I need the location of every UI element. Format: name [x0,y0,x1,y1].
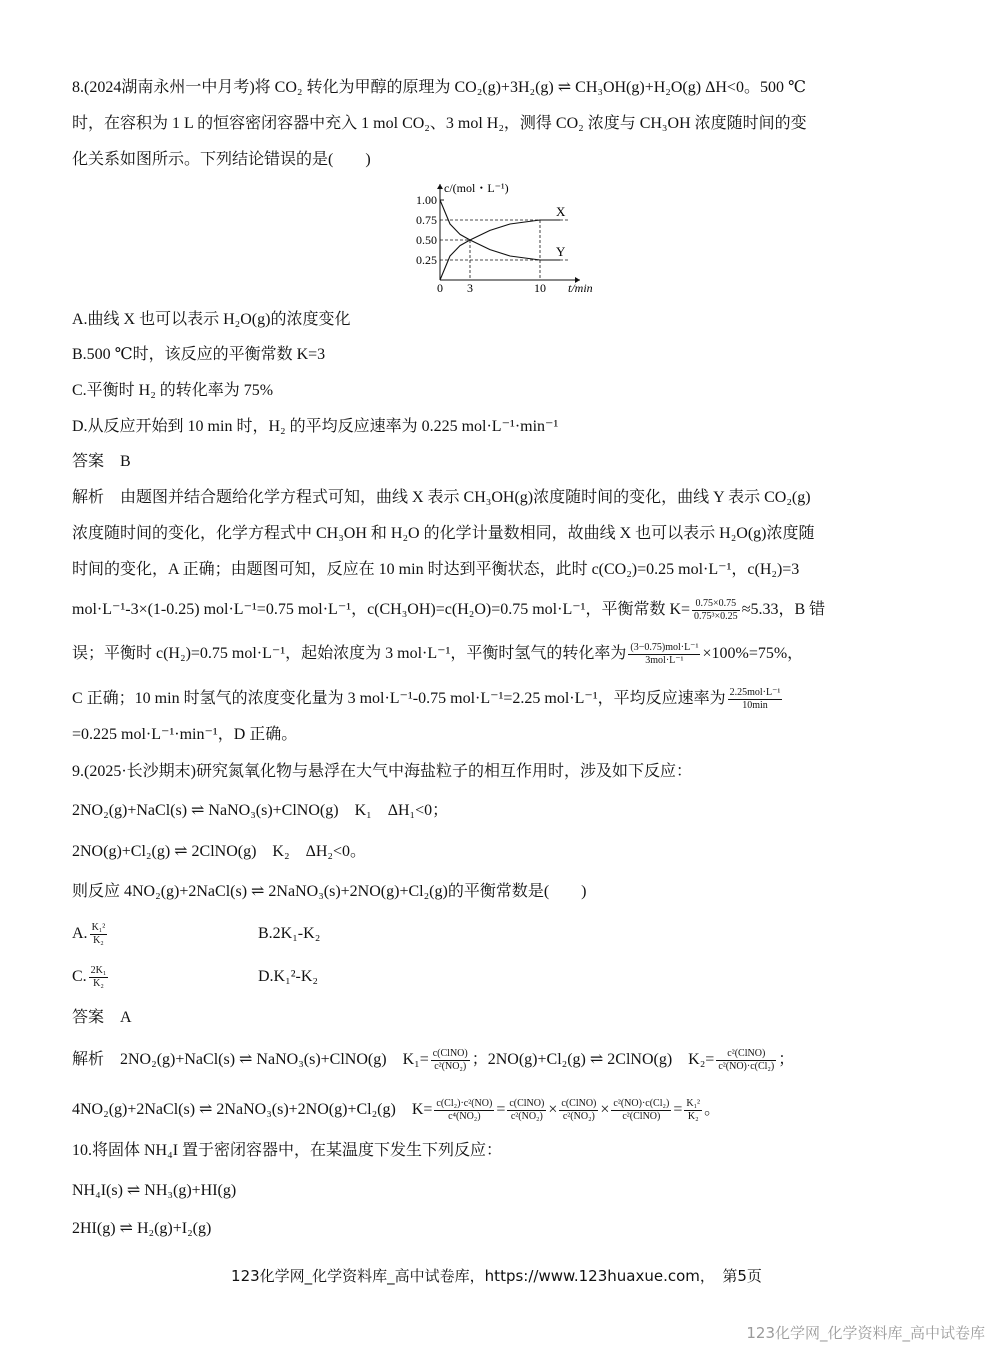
q8-analysis-7: =0.225 mol·L⁻¹·min⁻¹，D 正确。 [72,726,298,743]
x-tick-label: 3 [467,281,473,295]
k-fraction-5 [684,1098,702,1123]
denominator: c²(NO₂) [510,1111,543,1122]
numerator: c(ClNO) [509,1098,545,1109]
numerator: K₁² [91,922,106,933]
y-axis-label: c/(mol・L⁻¹) [444,181,509,195]
denominator: c²(ClNO) [622,1111,661,1122]
denominator: c²(NO₂) [434,1061,467,1072]
q8-analysis-3: 时间的变化，A 正确；由题图可知，反应在 10 min 时达到平衡状态，此时 c(CO₂)=0.25 mol·L⁻¹，c(H₂)=3 [72,561,800,578]
q10-reaction-1: NH₄I(s) ⇌ NH₃(g)+HI(g) [72,1182,237,1199]
denominator: 0.75³×0.25 [694,611,738,622]
text-segment: ≈5.33，B 错 [741,601,826,619]
k-fraction [692,598,740,623]
option-c-fraction [89,965,109,990]
y-axis-arrow [437,184,443,189]
denominator: K₂ [93,935,104,946]
conversion-fraction [628,642,700,667]
text-segment: ×100%=75%， [702,645,804,663]
denominator: 10min [742,700,768,711]
text-segment: 解析 2NO₂(g)+NaCl(s) ⇌ NaNO₃(s)+ClNO(g) K₁= [72,1051,429,1069]
denominator: c²(NO₂) [562,1111,595,1122]
numerator: 2K₁ [90,965,107,976]
numerator: c(ClNO) [432,1048,468,1059]
q8-analysis-4 [72,598,825,623]
option-label: C. [72,968,87,986]
q9-option-c [72,965,110,990]
q9-option-d: D.K₁²-K₂ [258,968,318,985]
q8-option-b: B.500 ℃时，该反应的平衡常数 K=3 [72,346,326,363]
k-fraction-2 [507,1098,546,1123]
y-tick-label: 0.25 [416,253,437,267]
equals-sign: = [673,1101,683,1119]
k-fraction-1 [434,1098,494,1123]
q9-analysis-1 [72,1048,794,1073]
q8-analysis-1: 解析 由题图并结合题给化学方程式可知，曲线 X 表示 CH₃OH(g)浓度随时间的变化，曲线 Y 表示 CO₂(g) [72,489,811,506]
denominator: 3mol·L⁻¹ [645,655,684,666]
q10-line-1: 10.将固体 NH₄I 置于密闭容器中，在某温度下发生下列反应： [72,1142,503,1159]
series-line-y [440,200,560,260]
q8-option-c: C.平衡时 H₂ 的转化率为 75% [72,382,274,399]
q8-option-a: A.曲线 X 也可以表示 H₂O(g)的浓度变化 [72,311,351,328]
text-segment: 误；平衡时 c(H₂)=0.75 mol·L⁻¹，起始浓度为 3 mol·L⁻¹，平衡时氢气的转化率为 [72,645,627,663]
numerator: 2.25mol·L⁻¹ [729,687,781,698]
numerator: c(Cl₂)·c²(NO) [436,1098,493,1109]
numerator: 0.75×0.75 [692,598,740,611]
denominator: c²(NO)·c(Cl₂) [718,1061,775,1072]
q8-line-1: 8.(2024湖南永州一中月考)将 CO₂ 转化为甲醇的原理为 CO₂(g)+3H₂(g) ⇌ CH₃OH(g)+H₂O(g) ΔH<0。500 ℃ [72,79,806,96]
q8-line-3: 化关系如图所示。下列结论错误的是( ) [72,151,371,168]
k-fraction-4 [611,1098,671,1123]
y-tick-label: 1.00 [416,193,437,207]
series-line-x [440,220,560,280]
text-segment: ； [778,1051,795,1069]
series-label-y: Y [556,244,566,259]
q9-reaction-1: 2NO₂(g)+NaCl(s) ⇌ NaNO₃(s)+ClNO(g) K₁ ΔH₁<0； [72,802,449,819]
equals-sign: = [496,1101,506,1119]
text-segment: 4NO₂(g)+2NaCl(s) ⇌ 2NaNO₃(s)+2NO(g)+Cl₂(g) K= [72,1101,433,1119]
q9-line-1: 9.(2025·长沙期末)研究氮氧化物与悬浮在大气中海盐粒子的相互作用时，涉及如下反应： [72,763,692,780]
numerator: c²(NO)·c(Cl₂) [613,1098,670,1109]
text-segment: mol·L⁻¹-3×(1-0.25) mol·L⁻¹=0.75 mol·L⁻¹，c(CH₃OH)=c(H₂O)=0.75 mol·L⁻¹，平衡常数 K= [72,601,691,619]
q8-analysis-2: 浓度随时间的变化，化学方程式中 CH₃OH 和 H₂O 的化学计量数相同，故曲线 X 也可以表示 H₂O(g)浓度随 [72,525,815,542]
q9-reaction-2: 2NO(g)+Cl₂(g) ⇌ 2ClNO(g) K₂ ΔH₂<0。 [72,843,367,860]
x-axis-label: t/min [568,281,593,295]
text-segment: 。 [704,1101,721,1119]
page-footer: 123化学网_化学资料库_高中试卷库，https://www.123huaxue.com， 第5页 [231,1267,762,1285]
denominator: K₂ [93,978,104,989]
times-sign: × [548,1101,558,1119]
numerator: K₁² [686,1098,701,1109]
x-tick-label: 0 [437,281,443,295]
q9-analysis-2 [72,1098,720,1123]
text-segment: C 正确；10 min 时氢气的浓度变化量为 3 mol·L⁻¹-0.75 mol·L⁻¹=2.25 mol·L⁻¹，平均反应速率为 [72,690,726,708]
x-tick-label: 10 [534,281,546,295]
numerator: c(ClNO) [561,1098,597,1109]
q8-answer: 答案 B [72,453,131,470]
k-fraction-3 [559,1098,598,1123]
q10-reaction-2: 2HI(g) ⇌ H₂(g)+I₂(g) [72,1220,212,1237]
q9-answer: 答案 A [72,1009,132,1026]
k2-fraction [716,1048,776,1073]
q8-analysis-5 [72,642,803,667]
numerator: c²(ClNO) [716,1048,776,1061]
q9-line-2: 则反应 4NO₂(g)+2NaCl(s) ⇌ 2NaNO₃(s)+2NO(g)+Cl₂(g)的平衡常数是( ) [72,883,587,900]
watermark: 123化学网_化学资料库_高中试卷库 [746,1324,985,1342]
concentration-time-chart [400,180,593,300]
text-segment: ；2NO(g)+Cl₂(g) ⇌ 2ClNO(g) K₂= [471,1051,715,1069]
q8-option-d: D.从反应开始到 10 min 时，H₂ 的平均反应速率为 0.225 mol·L⁻¹·min⁻¹ [72,418,559,435]
q8-line-2: 时，在容积为 1 L 的恒容密闭容器中充入 1 mol CO₂、3 mol H₂，测得 CO₂ 浓度与 CH₃OH 浓度随时间的变 [72,115,807,132]
denominator: c⁴(NO₂) [448,1111,481,1122]
q9-option-a [72,922,109,947]
numerator: (3−0.75)mol·L⁻¹ [630,642,699,653]
series-label-x: X [556,204,566,219]
y-tick-label: 0.50 [416,233,437,247]
option-a-fraction [90,922,108,947]
q9-option-b: B.2K₁-K₂ [258,925,321,942]
rate-fraction [728,687,783,712]
k1-fraction [431,1048,470,1073]
denominator: K₂ [687,1111,699,1122]
q8-analysis-6 [72,687,784,712]
y-tick-label: 0.75 [416,213,437,227]
option-label: A. [72,925,88,943]
times-sign: × [600,1101,610,1119]
